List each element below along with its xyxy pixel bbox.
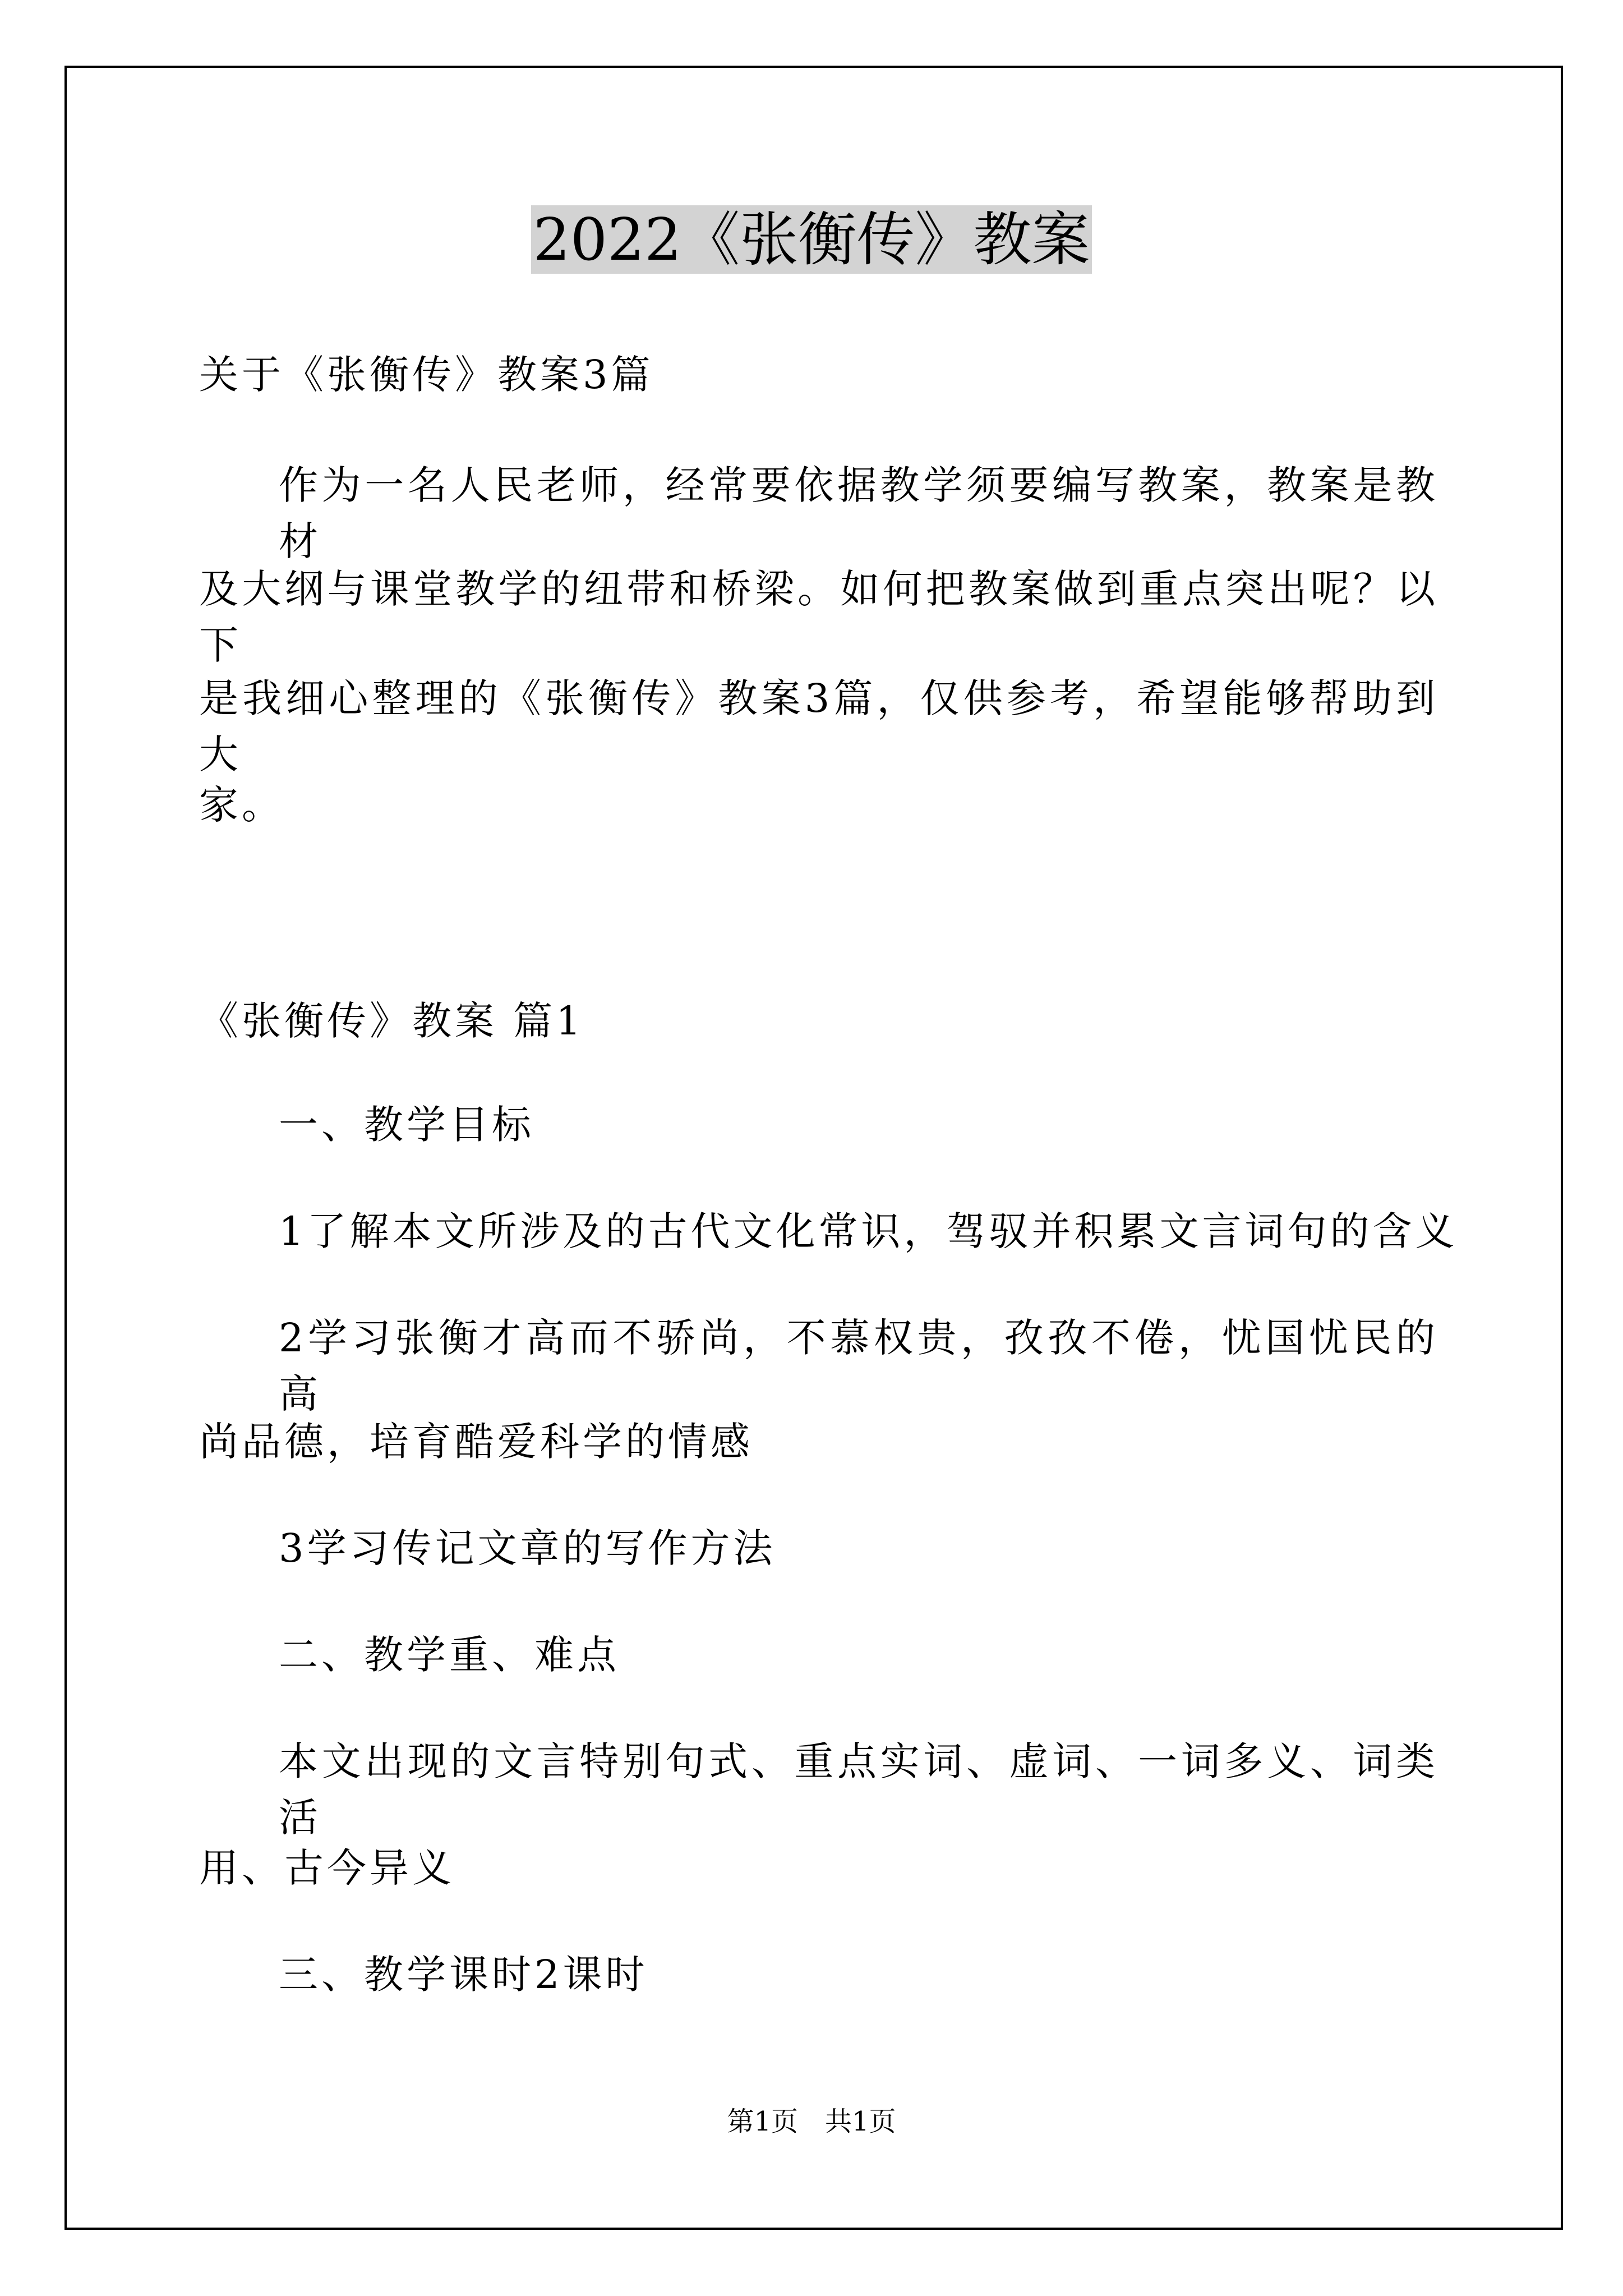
goal-3: 3学习传记文章的写作方法 [279, 1525, 776, 1571]
class-hours: 三、教学课时2课时 [279, 1952, 648, 1998]
key-difficulty-line-1: 本文出现的文言特别句式、重点实词、虚词、一词多义、词类活 [279, 1738, 1438, 1841]
goal-1: 1了解本文所涉及的古代文化常识，驾驭并积累文言词句的含义 [279, 1208, 1458, 1254]
goal-2-line-2: 尚品德，培育酷爱科学的情感 [199, 1419, 753, 1465]
intro-line-1: 作为一名人民老师，经常要依据教学须要编写教案，教案是教材 [279, 462, 1438, 564]
key-difficulty-line-2: 用、古今异义 [199, 1845, 455, 1891]
intro-line-3: 是我细心整理的《张衡传》教案3篇，仅供参考，希望能够帮助到大 [199, 675, 1438, 777]
intro-line-2: 及大纲与课堂教学的纽带和桥梁。如何把教案做到重点突出呢？以下 [199, 566, 1438, 668]
intro-line-4: 家。 [199, 782, 284, 828]
subtitle: 关于《张衡传》教案3篇 [199, 352, 654, 398]
section-heading: 《张衡传》教案 篇1 [199, 998, 584, 1044]
document-title [0, 200, 1623, 279]
goals-heading: 一、教学目标 [279, 1102, 534, 1148]
page-footer: 第1页 共1页 [727, 2106, 896, 2137]
goal-2-line-1: 2学习张衡才高而不骄尚，不慕权贵，孜孜不倦，忧国忧民的高 [279, 1315, 1438, 1417]
title-text: 2022《张衡传》教案 [531, 205, 1092, 274]
key-difficulty-heading: 二、教学重、难点 [279, 1632, 620, 1678]
